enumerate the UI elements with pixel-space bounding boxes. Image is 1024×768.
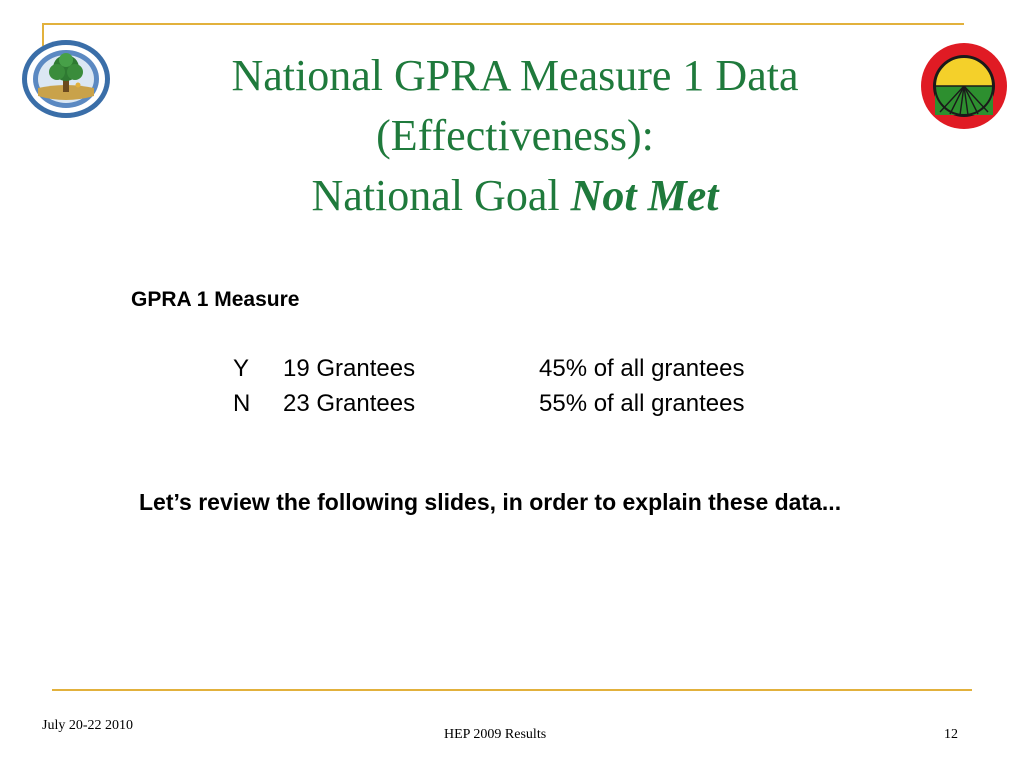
slide-title xyxy=(120,46,910,226)
page-number: 12 xyxy=(944,727,958,742)
row-grantee-count: 19 Grantees xyxy=(283,355,416,382)
bottom-rule xyxy=(52,689,972,691)
title-line-3-prefix: National Goal xyxy=(311,171,560,220)
footer-title: HEP 2009 Results xyxy=(444,727,547,742)
title-line-1: National GPRA Measure 1 Data xyxy=(231,51,799,100)
row-grantee-count: 23 Grantees xyxy=(283,390,416,417)
footer-date: July 20-22 2010 xyxy=(42,718,133,733)
row-letter: N xyxy=(233,390,251,417)
top-rule xyxy=(42,23,964,25)
row-percentage: 55% of all grantees xyxy=(539,390,745,417)
migrant-education-seal-icon xyxy=(920,42,1008,130)
review-note: Let’s review the following slides, in order to explain these data... xyxy=(139,489,842,515)
title-emphasis: Not Met xyxy=(570,171,719,220)
measure-heading: GPRA 1 Measure xyxy=(131,288,300,311)
title-line-3 xyxy=(120,166,910,226)
title-line-2: (Effectiveness): xyxy=(376,111,654,160)
row-percentage: 45% of all grantees xyxy=(539,355,745,382)
department-of-education-seal-icon xyxy=(20,38,112,120)
row-letter: Y xyxy=(233,355,250,382)
